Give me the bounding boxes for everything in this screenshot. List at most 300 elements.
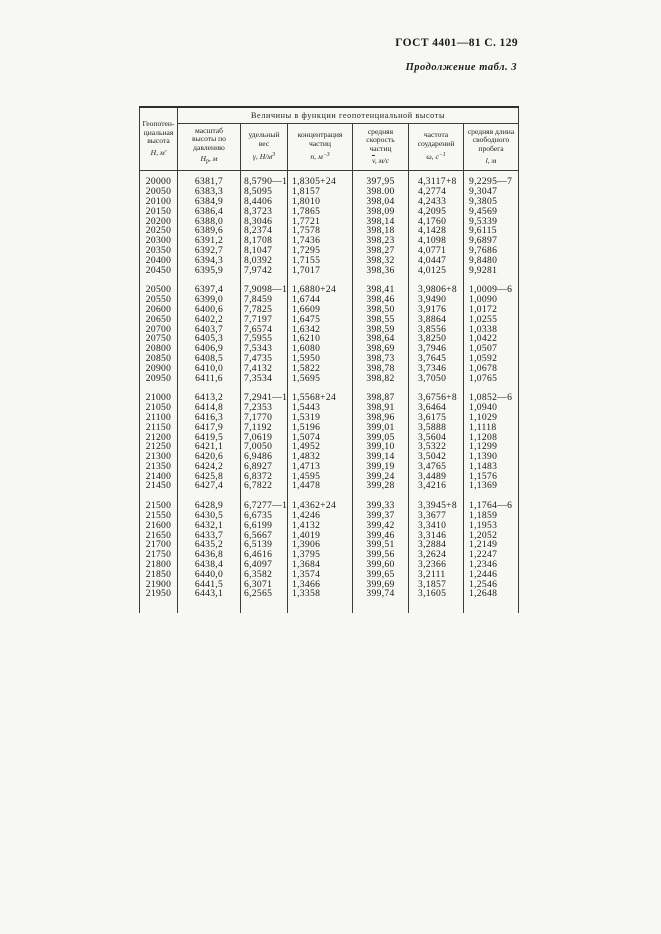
table-cell: 20350 bbox=[140, 246, 178, 256]
table-cell: 6,5667 bbox=[241, 531, 288, 541]
table-cell: 398.00 bbox=[353, 187, 409, 197]
table-cell: 21050 bbox=[140, 403, 178, 413]
table-cell: 21300 bbox=[140, 452, 178, 462]
table-cell: 398,36 bbox=[353, 266, 409, 276]
table-cell: 1,5950 bbox=[288, 354, 353, 364]
table-cell: 20500 bbox=[140, 285, 178, 295]
table-cell: 6388,0 bbox=[178, 217, 241, 227]
table-cell: 1,4478 bbox=[288, 481, 353, 491]
table-cell: 6381,7 bbox=[178, 171, 241, 187]
table-cell: 21900 bbox=[140, 580, 178, 590]
table-cell: 398,78 bbox=[353, 364, 409, 374]
table-cell: 1,5695 bbox=[288, 374, 353, 384]
table-cell: 21550 bbox=[140, 511, 178, 521]
table-cell: 1,1029 bbox=[464, 413, 519, 423]
table-cell: 9,8480 bbox=[464, 256, 519, 266]
table-cell: 6395,9 bbox=[178, 266, 241, 276]
table-cell: 9,6115 bbox=[464, 226, 519, 236]
col-header-symbol bbox=[354, 157, 407, 166]
table-cell: 1,6210 bbox=[288, 334, 353, 344]
table-cell: 399,60 bbox=[353, 560, 409, 570]
table-cell: 6424,2 bbox=[178, 462, 241, 472]
table-cell: 6399,0 bbox=[178, 295, 241, 305]
table-cell: 1,1859 bbox=[464, 511, 519, 521]
table-cell: 8,1708 bbox=[241, 236, 288, 246]
table-cell: 21750 bbox=[140, 550, 178, 560]
table-cell: 6394,3 bbox=[178, 256, 241, 266]
table-row bbox=[140, 266, 519, 276]
table-cell: 1,3466 bbox=[288, 580, 353, 590]
table-cell: 6416,3 bbox=[178, 413, 241, 423]
table-cell: 7,7197 bbox=[241, 315, 288, 325]
table-cell: 8,5095 bbox=[241, 187, 288, 197]
table-cell: 1,8010 bbox=[288, 197, 353, 207]
table-row bbox=[140, 374, 519, 384]
table-cell: 9,4569 bbox=[464, 207, 519, 217]
table-cell: 3,8556 bbox=[409, 325, 464, 335]
table-cell: 3,9806+8 bbox=[409, 285, 464, 295]
table-cell: 6,8372 bbox=[241, 472, 288, 482]
table-cell: 7,7825 bbox=[241, 305, 288, 315]
table-cell: 1,0172 bbox=[464, 305, 519, 315]
table-cell: 1,7578 bbox=[288, 226, 353, 236]
spacer-cell bbox=[353, 599, 409, 613]
table-cell: 4,0771 bbox=[409, 246, 464, 256]
table-cell: 399,56 bbox=[353, 550, 409, 560]
col-header-label: средняя длина свободного пробега bbox=[467, 126, 515, 153]
table-cell: 7,5343 bbox=[241, 344, 288, 354]
table-cell: 399,33 bbox=[353, 501, 409, 511]
table-cell: 6417,9 bbox=[178, 423, 241, 433]
table-cell: 6425,8 bbox=[178, 472, 241, 482]
symbol-base: γ, Н/м bbox=[252, 152, 273, 162]
table-row bbox=[140, 481, 519, 491]
table-cell: 399,51 bbox=[353, 540, 409, 550]
table-cell: 6,4616 bbox=[241, 550, 288, 560]
table-cell: 7,9742 bbox=[241, 266, 288, 276]
table-cell: 3,9490 bbox=[409, 295, 464, 305]
table-cell: 4,2774 bbox=[409, 187, 464, 197]
table-cell: 1,4952 bbox=[288, 442, 353, 452]
values-group-header: Величины в функции геопотенциальной высоты bbox=[178, 107, 519, 123]
table-cell: 3,4765 bbox=[409, 462, 464, 472]
table-cell: 20850 bbox=[140, 354, 178, 364]
symbol-base: ω, с bbox=[426, 152, 439, 162]
table-cell: 6397,4 bbox=[178, 285, 241, 295]
table-cell: 4,1760 bbox=[409, 217, 464, 227]
table-cell: 20950 bbox=[140, 374, 178, 384]
table-cell: 3,3410 bbox=[409, 521, 464, 531]
spacer-cell bbox=[409, 599, 464, 613]
symbol-base: Н bbox=[200, 154, 206, 164]
table-cell: 1,2052 bbox=[464, 531, 519, 541]
table-cell: 397,95 bbox=[353, 171, 409, 187]
table-cell: 21100 bbox=[140, 413, 178, 423]
table-cell: 1,4713 bbox=[288, 462, 353, 472]
table-cell: 6386,4 bbox=[178, 207, 241, 217]
symbol-superscript: 3 bbox=[272, 152, 276, 159]
table-cell: 6384,9 bbox=[178, 197, 241, 207]
table-cell: 3,7346 bbox=[409, 364, 464, 374]
table-cell: 21800 bbox=[140, 560, 178, 570]
table-cell: 4,0125 bbox=[409, 266, 464, 276]
table-cell: 399,14 bbox=[353, 452, 409, 462]
table-body bbox=[140, 171, 519, 613]
table-cell: 8,5790—1 bbox=[241, 171, 288, 187]
table-cell: 398,09 bbox=[353, 207, 409, 217]
table-cell: 7,8459 bbox=[241, 295, 288, 305]
table-cell: 20250 bbox=[140, 226, 178, 236]
table-cell: 3,2624 bbox=[409, 550, 464, 560]
table-cell: 3,7050 bbox=[409, 374, 464, 384]
table-cell: 20300 bbox=[140, 236, 178, 246]
table-cell: 6414,8 bbox=[178, 403, 241, 413]
table-cell: 4,1428 bbox=[409, 226, 464, 236]
table-cell: 20900 bbox=[140, 364, 178, 374]
table-cell: 1,5568+24 bbox=[288, 393, 353, 403]
table-cell: 21450 bbox=[140, 481, 178, 491]
table-cell: 399,10 bbox=[353, 442, 409, 452]
table-cell: 3,5042 bbox=[409, 452, 464, 462]
table-cell: 7,4132 bbox=[241, 364, 288, 374]
atmosphere-data-table bbox=[139, 106, 519, 613]
table-cell: 6,7277—1 bbox=[241, 501, 288, 511]
table-cell: 1,7155 bbox=[288, 256, 353, 266]
table-cell: 1,2346 bbox=[464, 560, 519, 570]
table-cell: 20800 bbox=[140, 344, 178, 354]
table-cell: 3,5322 bbox=[409, 442, 464, 452]
table-cell: 7,1770 bbox=[241, 413, 288, 423]
table-cell: 6405,3 bbox=[178, 334, 241, 344]
table-cell: 20550 bbox=[140, 295, 178, 305]
table-cell: 6413,2 bbox=[178, 393, 241, 403]
table-cell: 20150 bbox=[140, 207, 178, 217]
col-header-symbol bbox=[289, 151, 351, 162]
table-cell: 398,64 bbox=[353, 334, 409, 344]
table-cell: 398,18 bbox=[353, 226, 409, 236]
table-cell: 20750 bbox=[140, 334, 178, 344]
table-cell: 4,1098 bbox=[409, 236, 464, 246]
col-header-label: Геопотен- циальная высота bbox=[142, 119, 175, 146]
table-cell: 21000 bbox=[140, 393, 178, 403]
table-cell: 398,73 bbox=[353, 354, 409, 364]
col-header-collision-frequency bbox=[409, 123, 464, 171]
table-cell: 398,27 bbox=[353, 246, 409, 256]
table-cell: 399,42 bbox=[353, 521, 409, 531]
table-cell: 398,87 bbox=[353, 393, 409, 403]
table-cell: 21350 bbox=[140, 462, 178, 472]
table-cell: 7,1192 bbox=[241, 423, 288, 433]
table-cell: 21500 bbox=[140, 501, 178, 511]
table-cell: 1,4362+24 bbox=[288, 501, 353, 511]
table-cell: 1,1208 bbox=[464, 433, 519, 443]
table-cell: 1,3795 bbox=[288, 550, 353, 560]
table-cell: 1,1390 bbox=[464, 452, 519, 462]
table-cell: 3,9176 bbox=[409, 305, 464, 315]
table-cell: 1,0422 bbox=[464, 334, 519, 344]
table-cell: 399,65 bbox=[353, 570, 409, 580]
table-cell: 1,2648 bbox=[464, 589, 519, 599]
table-cell: 1,6744 bbox=[288, 295, 353, 305]
symbol-subscript: р bbox=[205, 158, 209, 165]
table-cell: 9,6897 bbox=[464, 236, 519, 246]
table-cell: 7,2941—1 bbox=[241, 393, 288, 403]
symbol-superscript: −1 bbox=[438, 152, 446, 159]
table-cell: 1,2247 bbox=[464, 550, 519, 560]
table-cell: 21950 bbox=[140, 589, 178, 599]
table-cell: 1,2149 bbox=[464, 540, 519, 550]
table-cell: 6,3582 bbox=[241, 570, 288, 580]
table-cell: 398,14 bbox=[353, 217, 409, 227]
table-cell: 6391,2 bbox=[178, 236, 241, 246]
table-cell: 1,5822 bbox=[288, 364, 353, 374]
table-cell: 20200 bbox=[140, 217, 178, 227]
symbol-base: $\overline{v}$ bbox=[372, 155, 375, 165]
table-cell: 3,5888 bbox=[409, 423, 464, 433]
table-cell: 6427,4 bbox=[178, 481, 241, 491]
col-header-symbol: Н, м' bbox=[150, 147, 167, 157]
table-cell: 3,8864 bbox=[409, 315, 464, 325]
table-cell: 7,6574 bbox=[241, 325, 288, 335]
table-cell: 1,2446 bbox=[464, 570, 519, 580]
table-cell: 6,5139 bbox=[241, 540, 288, 550]
table-cell: 3,4489 bbox=[409, 472, 464, 482]
table-cell: 4,3117+8 bbox=[409, 171, 464, 187]
table-cell: 1,6080 bbox=[288, 344, 353, 354]
table-cell: 9,9281 bbox=[464, 266, 519, 276]
table-cell: 1,4246 bbox=[288, 511, 353, 521]
table-cell: 9,5339 bbox=[464, 217, 519, 227]
table-cell: 398,91 bbox=[353, 403, 409, 413]
spacer-cell bbox=[288, 599, 353, 613]
table-cell: 6406,9 bbox=[178, 344, 241, 354]
table-cell: 1,0678 bbox=[464, 364, 519, 374]
table-cell: 398,46 bbox=[353, 295, 409, 305]
table-cell: 1,0255 bbox=[464, 315, 519, 325]
table-cell: 6389,6 bbox=[178, 226, 241, 236]
table-cell: 1,0592 bbox=[464, 354, 519, 364]
table-cell: 1,0940 bbox=[464, 403, 519, 413]
table-cell: 1,0507 bbox=[464, 344, 519, 354]
table-cell: 398,32 bbox=[353, 256, 409, 266]
table-cell: 1,6475 bbox=[288, 315, 353, 325]
table-cell: 20700 bbox=[140, 325, 178, 335]
col-header-label: удельный вес bbox=[248, 130, 280, 148]
spacer-cell bbox=[140, 599, 178, 613]
table-cell: 9,3805 bbox=[464, 197, 519, 207]
table-cell: 3,7645 bbox=[409, 354, 464, 364]
col-header-symbol bbox=[179, 155, 239, 166]
table-cell: 4,2095 bbox=[409, 207, 464, 217]
table-cell: 21150 bbox=[140, 423, 178, 433]
table-cell: 6443,1 bbox=[178, 589, 241, 599]
table-cell: 6392,7 bbox=[178, 246, 241, 256]
table-cell: 1,0338 bbox=[464, 325, 519, 335]
col-header-symbol bbox=[410, 151, 462, 162]
table-cell: 3,4216 bbox=[409, 481, 464, 491]
table-cell: 1,4832 bbox=[288, 452, 353, 462]
table-cell: 399,46 bbox=[353, 531, 409, 541]
table-cell: 6408,5 bbox=[178, 354, 241, 364]
table-cell: 1,1953 bbox=[464, 521, 519, 531]
table-cell: 398,82 bbox=[353, 374, 409, 384]
table-cell: 6,7822 bbox=[241, 481, 288, 491]
table-cell: 6438,4 bbox=[178, 560, 241, 570]
table-cell: 1,7017 bbox=[288, 266, 353, 276]
table-cell: 21250 bbox=[140, 442, 178, 452]
col-header-symbol bbox=[242, 151, 286, 162]
spacer-cell bbox=[178, 599, 241, 613]
col-header-mean-particle-speed bbox=[353, 123, 409, 171]
table-cell: 8,1047 bbox=[241, 246, 288, 256]
table-cell: 1,6880+24 bbox=[288, 285, 353, 295]
table-cell: 7,2353 bbox=[241, 403, 288, 413]
table-cell: 1,4132 bbox=[288, 521, 353, 531]
table-cell: 398,04 bbox=[353, 197, 409, 207]
table-cell: 20050 bbox=[140, 187, 178, 197]
table-cell: 9,3047 bbox=[464, 187, 519, 197]
table-cell: 1,6342 bbox=[288, 325, 353, 335]
table-cell: 1,3906 bbox=[288, 540, 353, 550]
table-cell: 1,1369 bbox=[464, 481, 519, 491]
table-cell: 1,0765 bbox=[464, 374, 519, 384]
table-cell: 398,50 bbox=[353, 305, 409, 315]
table-continuation-caption: Продолжение табл. 3 bbox=[405, 62, 517, 73]
table-cell: 8,3723 bbox=[241, 207, 288, 217]
table-cell: 20650 bbox=[140, 315, 178, 325]
table-cell: 6432,1 bbox=[178, 521, 241, 531]
table-cell: 6430,5 bbox=[178, 511, 241, 521]
table-cell: 1,5319 bbox=[288, 413, 353, 423]
table-cell: 6420,6 bbox=[178, 452, 241, 462]
table-cell: 1,0090 bbox=[464, 295, 519, 305]
table-cell: 3,5604 bbox=[409, 433, 464, 443]
table-cell: 6,2565 bbox=[241, 589, 288, 599]
table-cell: 1,3574 bbox=[288, 570, 353, 580]
table-cell: 1,0009—6 bbox=[464, 285, 519, 295]
table-cell: 7,3534 bbox=[241, 374, 288, 384]
col-header-label: средняя скорость частиц bbox=[366, 126, 395, 153]
table-cell: 1,7295 bbox=[288, 246, 353, 256]
table-cell: 20000 bbox=[140, 171, 178, 187]
table-cell: 6,4097 bbox=[241, 560, 288, 570]
table-cell: 3,8250 bbox=[409, 334, 464, 344]
col-header-mean-free-path bbox=[464, 123, 519, 171]
table-cell: 3,1857 bbox=[409, 580, 464, 590]
table-cell: 398,41 bbox=[353, 285, 409, 295]
table-cell: 1,7721 bbox=[288, 217, 353, 227]
table-cell: 6433,7 bbox=[178, 531, 241, 541]
table-cell: 3,6175 bbox=[409, 413, 464, 423]
table-cell: 1,3358 bbox=[288, 589, 353, 599]
table-cell: 3,2366 bbox=[409, 560, 464, 570]
table-cell: 1,6609 bbox=[288, 305, 353, 315]
group-spacer bbox=[140, 599, 519, 613]
table-cell: 20100 bbox=[140, 197, 178, 207]
table-cell: 399,01 bbox=[353, 423, 409, 433]
table-cell: 1,0852—6 bbox=[464, 393, 519, 403]
col-header-label: масштаб высоты по давлению bbox=[192, 125, 226, 152]
table-cell: 4,2433 bbox=[409, 197, 464, 207]
symbol-units: , м bbox=[208, 154, 218, 164]
table-cell: 6,9486 bbox=[241, 452, 288, 462]
table-cell: 6411,6 bbox=[178, 374, 241, 384]
table-cell: 21650 bbox=[140, 531, 178, 541]
symbol-base: n, м bbox=[310, 152, 323, 162]
table-cell: 6383,3 bbox=[178, 187, 241, 197]
col-header-specific-weight bbox=[241, 123, 288, 171]
table-cell: 1,1576 bbox=[464, 472, 519, 482]
table-cell: 7,0050 bbox=[241, 442, 288, 452]
spacer-cell bbox=[241, 599, 288, 613]
table-cell: 6,6735 bbox=[241, 511, 288, 521]
table-cell: 7,9098—1 bbox=[241, 285, 288, 295]
col-header-symbol: l, м bbox=[485, 155, 497, 165]
table-cell: 6402,2 bbox=[178, 315, 241, 325]
col-header-particle-concentration bbox=[288, 123, 353, 171]
table-cell: 1,3684 bbox=[288, 560, 353, 570]
table-cell: 6428,9 bbox=[178, 501, 241, 511]
table-cell: 3,6756+8 bbox=[409, 393, 464, 403]
table-cell: 8,3046 bbox=[241, 217, 288, 227]
table-cell: 1,4019 bbox=[288, 531, 353, 541]
page-header: ГОСТ 4401—81 С. 129 bbox=[395, 37, 518, 49]
table-cell: 1,5443 bbox=[288, 403, 353, 413]
table-cell: 398,55 bbox=[353, 315, 409, 325]
table-cell: 1,1764—6 bbox=[464, 501, 519, 511]
table-cell: 398,96 bbox=[353, 413, 409, 423]
table-cell: 6400,6 bbox=[178, 305, 241, 315]
table-cell: 3,3146 bbox=[409, 531, 464, 541]
symbol-superscript: −3 bbox=[322, 152, 330, 159]
table-cell: 1,1483 bbox=[464, 462, 519, 472]
table-cell: 20600 bbox=[140, 305, 178, 315]
table-cell: 399,19 bbox=[353, 462, 409, 472]
table-cell: 1,4595 bbox=[288, 472, 353, 482]
table-cell: 3,7946 bbox=[409, 344, 464, 354]
table-cell: 1,8157 bbox=[288, 187, 353, 197]
table-cell: 4,0447 bbox=[409, 256, 464, 266]
table-cell: 21200 bbox=[140, 433, 178, 443]
table-cell: 3,6464 bbox=[409, 403, 464, 413]
table-cell: 398,69 bbox=[353, 344, 409, 354]
table-cell: 1,2546 bbox=[464, 580, 519, 590]
table-cell: 6421,1 bbox=[178, 442, 241, 452]
table-row bbox=[140, 589, 519, 599]
table-cell: 1,7865 bbox=[288, 207, 353, 217]
table-cell: 8,4406 bbox=[241, 197, 288, 207]
table-cell: 398,59 bbox=[353, 325, 409, 335]
table-cell: 399,05 bbox=[353, 433, 409, 443]
table-cell: 1,7436 bbox=[288, 236, 353, 246]
table-cell: 7,5955 bbox=[241, 334, 288, 344]
table-cell: 398,23 bbox=[353, 236, 409, 246]
table-cell: 6410,0 bbox=[178, 364, 241, 374]
table-cell: 1,1299 bbox=[464, 442, 519, 452]
table-cell: 399,74 bbox=[353, 589, 409, 599]
table-cell: 20450 bbox=[140, 266, 178, 276]
table-cell: 6,3071 bbox=[241, 580, 288, 590]
table-cell: 399,24 bbox=[353, 472, 409, 482]
table-row bbox=[140, 171, 519, 187]
table-cell: 3,2111 bbox=[409, 570, 464, 580]
table-cell: 399,28 bbox=[353, 481, 409, 491]
table-cell: 1,1118 bbox=[464, 423, 519, 433]
table-cell: 20400 bbox=[140, 256, 178, 266]
symbol-units: , м/с bbox=[374, 155, 389, 165]
table-cell: 3,3677 bbox=[409, 511, 464, 521]
table-cell: 6440,0 bbox=[178, 570, 241, 580]
